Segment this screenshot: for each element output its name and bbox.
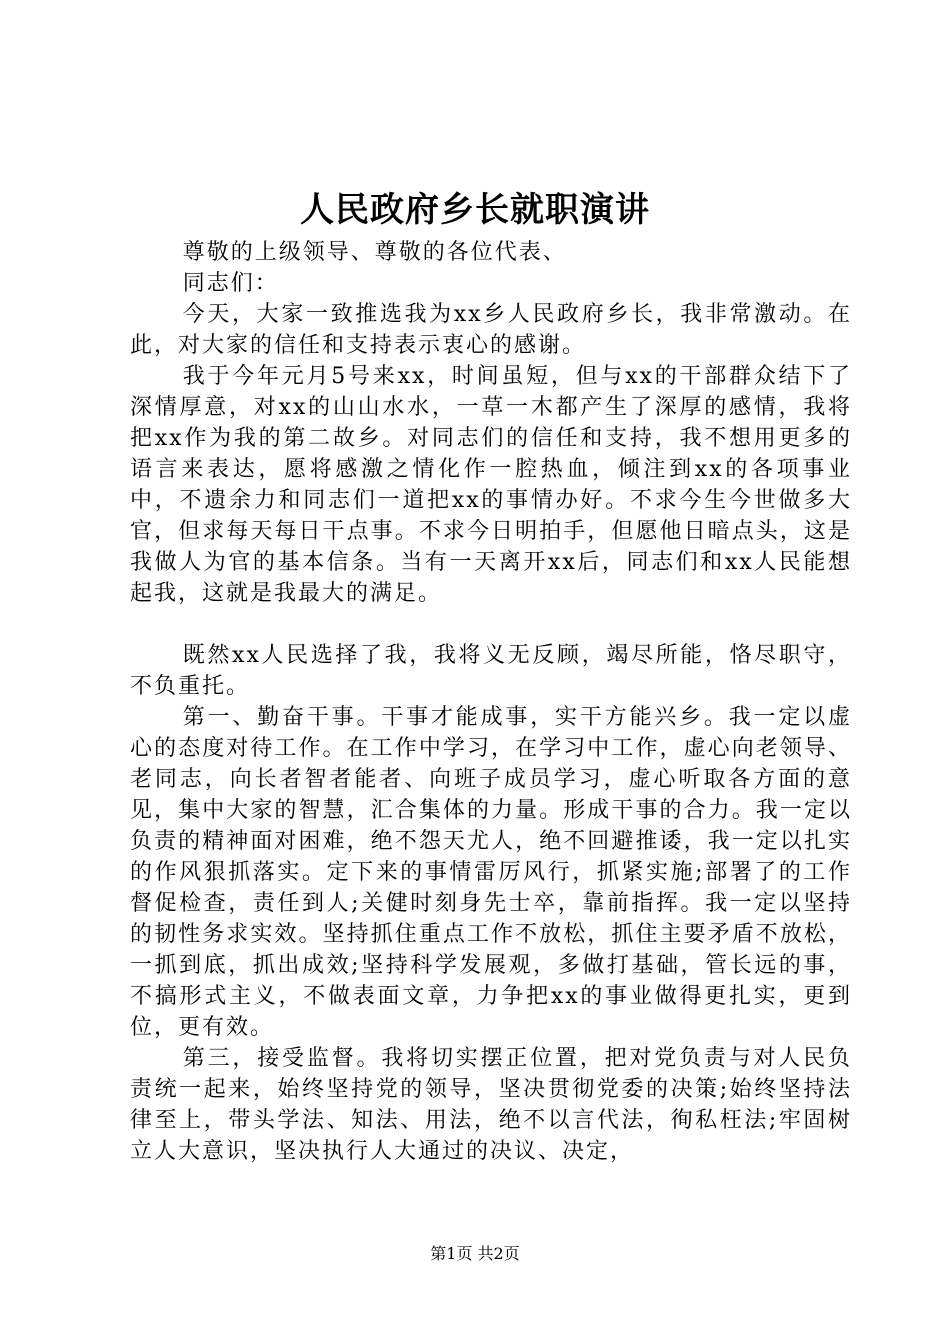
body-paragraph: 第一、勤奋干事。干事才能成事，实干方能兴乡。我一定以虚心的态度对待工作。在工作中学习，在学习中工作，虚心向老领导、老同志，向长者智者能者、向班子成员学习，虚心听取各方面的意见，集中大家的智慧，汇合集体的力量。形成干事的合力。我一定以负责的精神面对困难，绝不怨天尤人，绝不回避推诿，我一定以扎实的作风狠抓落实。定下来的事情雷厉风行，抓紧实施;部署了的工作督促检查，责任到人;关健时刻身先士卒，靠前指挥。我一定以坚持的韧性务求实效。坚持抓住重点工作不放松，抓住主要矛盾不放松，一抓到底，抓出成效;坚持科学发展观，多做打基础，管长远的事，不搞形式主义，不做表面文章，力争把xx的事业做得更扎实，更到位，更有效。 [130, 705, 852, 1040]
body-paragraph: 既然xx人民选择了我，我将义无反顾，竭尽所能，恪尽职守，不负重托。 [130, 643, 852, 699]
body-paragraph: 今天，大家一致推选我为xx乡人民政府乡长，我非常激动。在此，对大家的信任和支持表示衷心的感谢。 [130, 302, 852, 358]
body-paragraph: 第三，接受监督。我将切实摆正位置，把对党负责与对人民负责统一起来，始终坚持党的领导，坚决贯彻党委的决策;始终坚持法律至上，带头学法、知法、用法，绝不以言代法，徇私枉法;牢固树立人大意识，坚决执行人大通过的决议、决定， [130, 1046, 852, 1164]
document-body [130, 237, 852, 1167]
document-title: 人民政府乡长就职演讲 [300, 190, 650, 230]
page-number: 第1页 共2页 [430, 1244, 520, 1263]
body-paragraph: 我于今年元月5号来xx，时间虽短，但与xx的干部群众结下了深情厚意，对xx的山山水水，一草一木都产生了深厚的感情，我将把xx作为我的第二故乡。对同志们的信任和支持，我不想用更多的语言来表达，愿将感激之情化作一腔热血，倾注到xx的各项事业中，不遗余力和同志们一道把xx的事情办好。不求今生今世做多大官，但求每天每日干点事。不求今日明拍手，但愿他日暗点头，这是我做人为官的基本信条。当有一天离开xx后，同志们和xx人民能想起我，这就是我最大的满足。 [130, 364, 852, 606]
salutation-line: 尊敬的上级领导、尊敬的各位代表、 [182, 240, 567, 265]
salutation-line: 同志们： [182, 271, 279, 296]
